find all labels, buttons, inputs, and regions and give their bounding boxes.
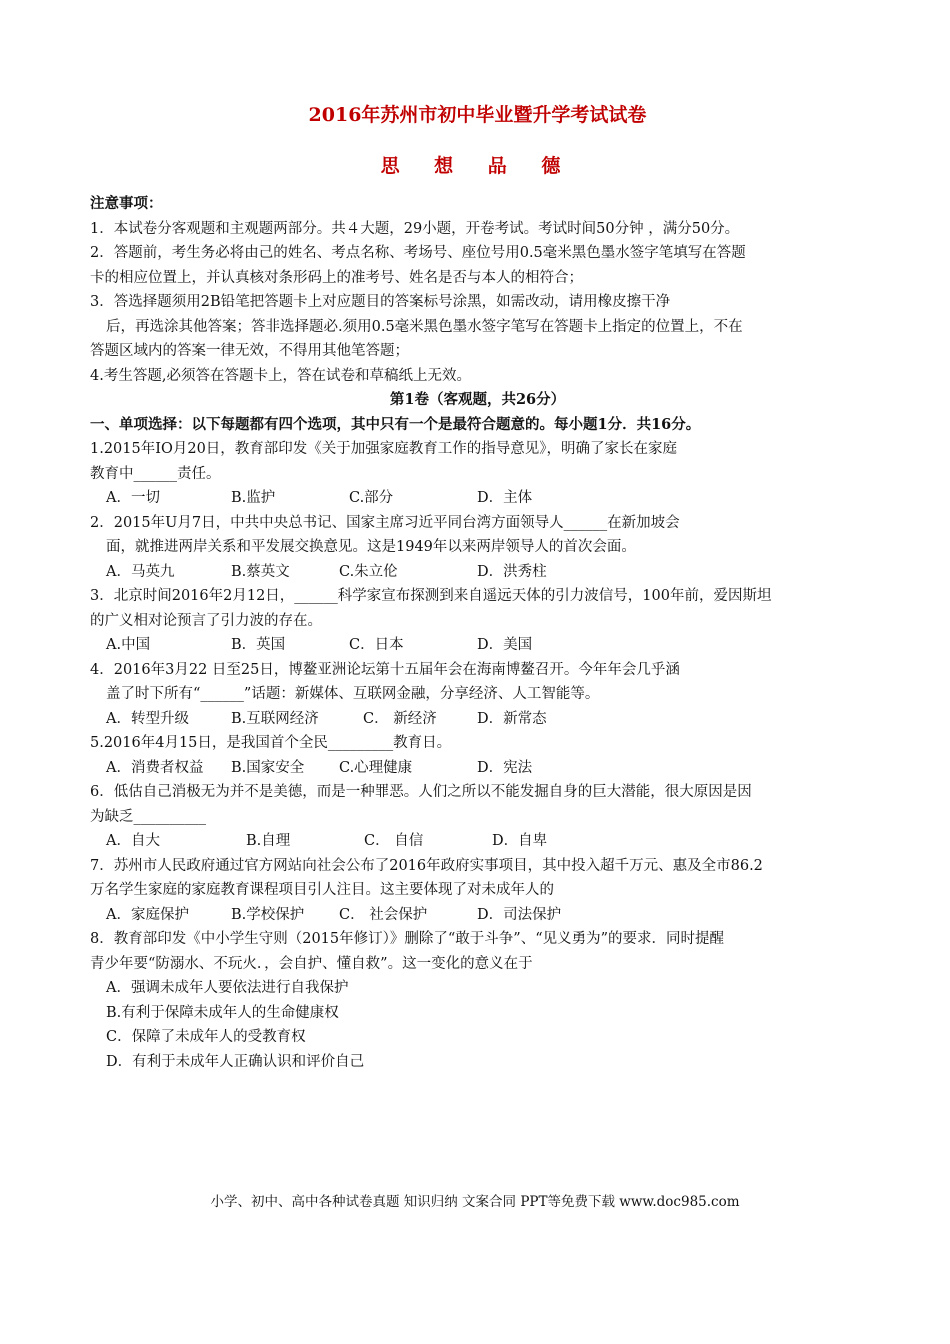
option-a: A．消费者权益 xyxy=(106,759,204,776)
question-1-text: 1.2015年IO月20日，教育部印发《关于加强家庭教育工作的指导意见》，明确了家长在家庭 xyxy=(90,441,678,457)
option-b: B.监护 xyxy=(231,490,276,506)
question-1-options xyxy=(90,486,865,511)
question-7-text: 7．苏州市人民政府通过官方网站向社会公布了2016年政府实事项目，其中投入超千万元、惠及全市86.2 xyxy=(90,857,763,874)
notice-line: 卡的相应位置上，并认真核对条形码上的准考号、姓名是否与本人的相符合； xyxy=(90,269,583,286)
notice-line: 4.考生答题,必须答在答题卡上，答在试卷和草稿纸上无效。 xyxy=(90,367,471,384)
question-5-options xyxy=(90,756,865,781)
option-c: C．保障了未成年人的受教育权 xyxy=(106,1029,306,1045)
option-d: D．洪秀柱 xyxy=(477,563,547,580)
section-title: 一、单项选择：以下每题都有四个选项，其中只有一个是最符合题意的。每小题1分．共16分。 xyxy=(90,415,701,433)
question-3-text: 的广义相对论预言了引力波的存在。 xyxy=(90,612,322,629)
option-d: D．司法保护 xyxy=(477,906,562,923)
question-8-text: 青少年要“防溺水、不玩火．，会自护、懂自救”。这一变化的意义在于 xyxy=(90,955,533,972)
question-6-text: 为缺乏__________ xyxy=(90,808,206,825)
option-c: C． 新经济 xyxy=(363,710,437,727)
option-a: A．转型升级 xyxy=(106,710,189,727)
option-d: D．宪法 xyxy=(477,759,533,776)
question-4-text: 盖了时下所有“______”话题：新媒体、互联网金融，分享经济、人工智能等。 xyxy=(106,686,600,702)
option-c: C.朱立伦 xyxy=(339,563,398,580)
option-a: A.中国 xyxy=(106,637,151,653)
notice-line: 3．答选择题须用2B铅笔把答题卡上对应题目的答案标号涂黑，如需改动，请用橡皮擦干净 xyxy=(90,294,671,310)
option-d: D．新常态 xyxy=(477,710,547,727)
option-a: A．马英九 xyxy=(106,563,175,580)
option-a: A．强调未成年人要依法进行自我保护 xyxy=(106,980,349,996)
option-c: C． 自信 xyxy=(364,833,424,849)
question-6-text: 6．低估自己消极无为并不是美德，而是一种罪恶。人们之所以不能发掘自身的巨大潜能，很大原因是因 xyxy=(90,784,752,800)
volume-title: 第1卷（客观题，共26分） xyxy=(389,391,566,408)
option-b: B.有利于保障未成年人的生命健康权 xyxy=(106,1004,339,1021)
question-2-text: 面，就推进两岸关系和平发展交换意见。这是1949年以来两岸领导人的首次会面。 xyxy=(106,539,636,555)
question-4-options xyxy=(90,707,865,732)
question-8-text: 8．教育部印发《中小学生守则（2015年修订）》删除了“敢于斗争”、“见义勇为”的要求．同时提醒 xyxy=(90,931,725,947)
question-1-text: 教育中______责任。 xyxy=(90,465,221,482)
option-c: C.部分 xyxy=(349,490,394,506)
question-4-text: 4．2016年3月22 日至25日，博鳌亚洲论坛第十五届年会在海南博鳌召开。今年年会几乎涵 xyxy=(90,661,680,678)
option-a: A．家庭保护 xyxy=(106,906,189,923)
exam-page xyxy=(90,100,865,1074)
question-5-text: 5.2016年4月15日，是我国首个全民_________教育日。 xyxy=(90,735,452,751)
option-d: D．有利于未成年人正确认识和评价自己 xyxy=(106,1053,365,1070)
option-a: A．一切 xyxy=(106,490,160,506)
option-b: B.学校保护 xyxy=(231,906,305,923)
notice-heading: 注意事项： xyxy=(90,195,163,212)
question-6-options xyxy=(90,829,865,854)
question-2-text: 2．2015年U月7日，中共中央总书记、国家主席习近平同台湾方面领导人______在新加坡会 xyxy=(90,514,680,531)
option-c: C． 社会保护 xyxy=(339,906,428,923)
question-7-options xyxy=(90,903,865,928)
option-b: B.自理 xyxy=(246,833,291,849)
notice-line: 1．本试卷分客观题和主观题两部分。共４大题，29小题，开卷考试。考试时间50分钟 ，满分50分。 xyxy=(90,220,740,237)
option-b: B.蔡英文 xyxy=(231,563,290,580)
subject-title: 思 想 品 德 xyxy=(380,155,575,177)
option-b: B.互联网经济 xyxy=(231,710,319,727)
option-d: D．美国 xyxy=(477,637,533,653)
page-footer: 小学、初中、高中各种试卷真题 知识归纳 文案合同 PPT等免费下载 www.doc985.com xyxy=(210,1194,740,1210)
option-c: C．日本 xyxy=(349,637,404,653)
option-b: B．英国 xyxy=(231,637,286,653)
option-d: D．主体 xyxy=(477,490,533,506)
option-b: B.国家安全 xyxy=(231,759,305,776)
question-3-text: 3．北京时间2016年2月12日，______科学家宣布探测到来自遥远天体的引力波信号，100年前，爱因斯坦 xyxy=(90,588,772,604)
notice-line: 答题区域内的答案一律无效，不得用其他笔答题； xyxy=(90,343,409,359)
option-c: C.心理健康 xyxy=(339,759,413,776)
question-7-text: 万名学生家庭的家庭教育课程项目引人注目。这主要体现了对未成年人的 xyxy=(90,882,554,898)
question-3-options xyxy=(90,633,865,658)
exam-title: 2016年苏州市初中毕业暨升学考试试卷 xyxy=(308,104,647,126)
question-2-options xyxy=(90,560,865,585)
option-d: D．自卑 xyxy=(492,833,548,849)
notice-line: 后，再选涂其他答案；答非选择题必.须用0.5毫米黑色墨水签字笔写在答题卡上指定的位置上，不在 xyxy=(106,318,743,335)
option-a: A．自大 xyxy=(106,833,160,849)
notice-line: 2．答题前，考生务必将由己的姓名、考点名称、考场号、座位号用0.5毫米黑色墨水签字笔填写在答题 xyxy=(90,245,746,261)
